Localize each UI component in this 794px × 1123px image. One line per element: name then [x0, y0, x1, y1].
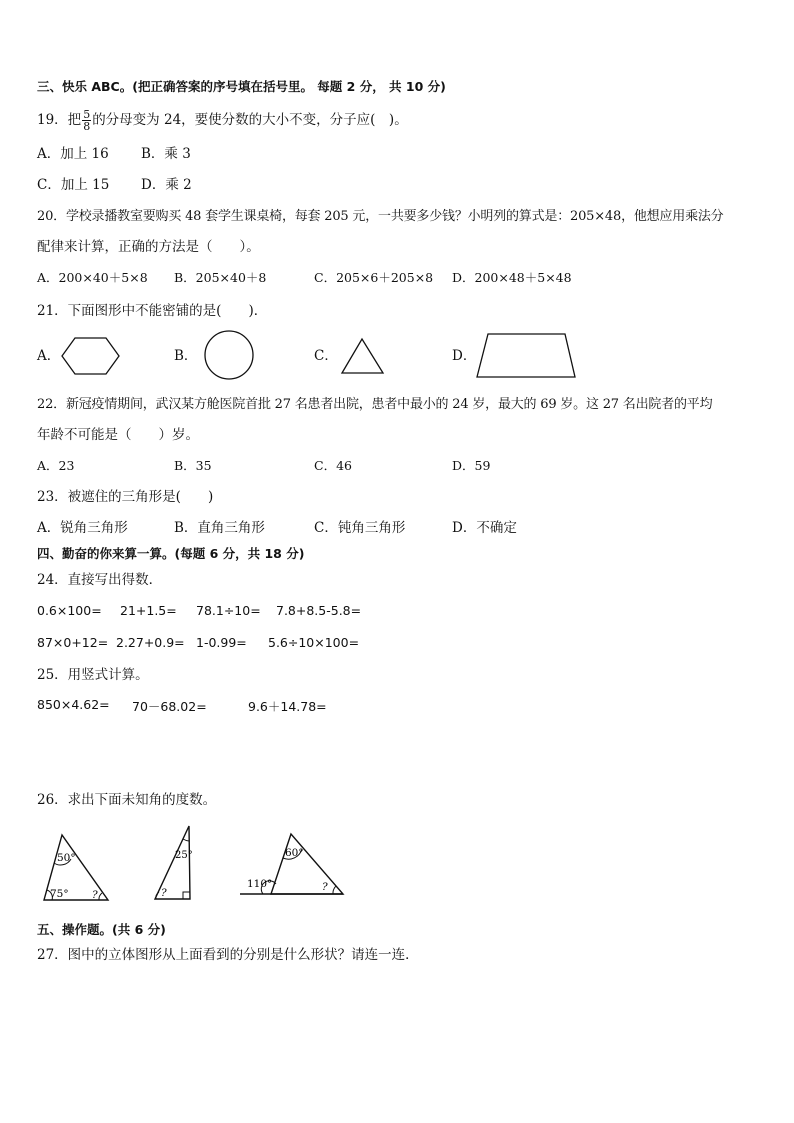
question-23: 23．被遮住的三角形是( )	[37, 489, 214, 505]
q20-option-a: A．200×40＋5×8	[37, 270, 148, 285]
q22-option-c: C．46	[314, 458, 352, 473]
question-27: 27．图中的立体图形从上面看到的分别是什么形状？请连一连．	[37, 947, 419, 963]
question-20-line-1: 20．学校录播教室要购买 48 套学生课桌椅，每套 205 元，一共要多少钱？小明列的算式是：205×48，他想应用乘法分	[37, 209, 724, 224]
q24-expr-3: 78.1÷10=	[196, 603, 261, 618]
tri1-unknown: ?	[92, 889, 98, 901]
circle-shape	[205, 331, 253, 379]
q24-expr-6: 2.27+0.9=	[116, 635, 185, 650]
hexagon-shape	[62, 338, 119, 374]
q25-expr-1: 850×4.62=	[37, 697, 110, 712]
q20-option-d: D．200×48＋5×48	[452, 270, 572, 285]
fraction-5-8	[82, 109, 91, 132]
tri1-left-angle: 75°	[50, 888, 69, 900]
q21-option-b: B．	[174, 348, 198, 364]
q24-expr-4: 7.8+8.5-5.8=	[276, 603, 362, 618]
triangle-1	[44, 835, 108, 901]
q23-option-c: C．钝角三角形	[314, 520, 406, 536]
q25-expr-2: 70－68.02=	[132, 699, 207, 714]
section-4-title: 四、勤奋的你来算一算。(每题 6 分，共 18 分)	[37, 546, 305, 561]
q24-expr-8: 5.6÷10×100=	[268, 635, 360, 650]
q21-option-a: A．	[37, 348, 61, 364]
tri3-top-angle: 60°	[285, 847, 304, 859]
q23-option-a: A．锐角三角形	[37, 520, 128, 536]
q21-option-d: D．	[452, 348, 477, 364]
q19-option-a: A．加上 16	[37, 146, 109, 162]
triangle-3	[240, 834, 343, 894]
section-3-title: 三、快乐 ABC。(把正确答案的序号填在括号里。 每题 2 分， 共 10 分)	[37, 79, 446, 94]
q20-option-b: B．205×40＋8	[174, 270, 267, 285]
q22-option-b: B．35	[174, 458, 212, 473]
tri2-top-angle: 25°	[175, 850, 193, 861]
question-22-line-1: 22．新冠疫情期间，武汉某方舱医院首批 27 名患者出院，患者中最小的 24 岁，最大的 69 岁。这 27 名出院者的平均	[37, 397, 713, 412]
question-19-suffix: 的分母变为 24，要使分数的大小不变，分子应( )。	[92, 112, 408, 128]
q24-expr-1: 0.6×100=	[37, 603, 102, 618]
q24-expr-2: 21+1.5=	[120, 603, 177, 618]
q24-expr-5: 87×0+12=	[37, 635, 109, 650]
q19-option-d: D．乘 2	[141, 177, 192, 193]
q22-option-d: D．59	[452, 458, 491, 473]
tri3-unknown: ?	[322, 881, 328, 893]
question-26: 26．求出下面未知角的度数。	[37, 792, 217, 808]
tri1-top-angle: 50°	[57, 852, 76, 864]
q26-triangles	[0, 815, 400, 910]
fraction-numerator: 5	[83, 108, 91, 121]
q19-option-c: C．加上 15	[37, 177, 110, 193]
tri2-unknown: ?	[161, 887, 167, 899]
question-21: 21．下面图形中不能密铺的是( )．	[37, 303, 268, 319]
q23-option-b: B．直角三角形	[174, 520, 265, 536]
section-5-title: 五、操作题。(共 6 分)	[37, 922, 166, 937]
triangle-2	[155, 826, 193, 899]
q23-option-d: D．不确定	[452, 520, 517, 536]
triangle-shape	[342, 339, 383, 373]
tri3-exterior-angle: 110°	[247, 878, 273, 890]
fraction-denominator: 8	[83, 120, 91, 133]
q21-shapes	[0, 325, 600, 385]
q22-option-a: A．23	[37, 458, 75, 473]
question-22-line-2: 年龄不可能是（ ）岁。	[37, 427, 199, 443]
question-19-prefix: 19．把	[37, 112, 82, 128]
q24-expr-7: 1-0.99=	[196, 635, 247, 650]
q20-option-c: C．205×6＋205×8	[314, 270, 434, 285]
question-25: 25．用竖式计算。	[37, 667, 149, 683]
q21-option-c: C．	[314, 348, 338, 364]
trapezoid-shape	[477, 334, 575, 377]
question-19	[37, 109, 408, 132]
question-24: 24．直接写出得数．	[37, 572, 163, 588]
question-20-line-2: 配律来计算，正确的方法是（ ）。	[37, 239, 260, 255]
q25-expr-3: 9.6＋14.78=	[248, 699, 327, 714]
q19-option-b: B．乘 3	[141, 146, 191, 162]
